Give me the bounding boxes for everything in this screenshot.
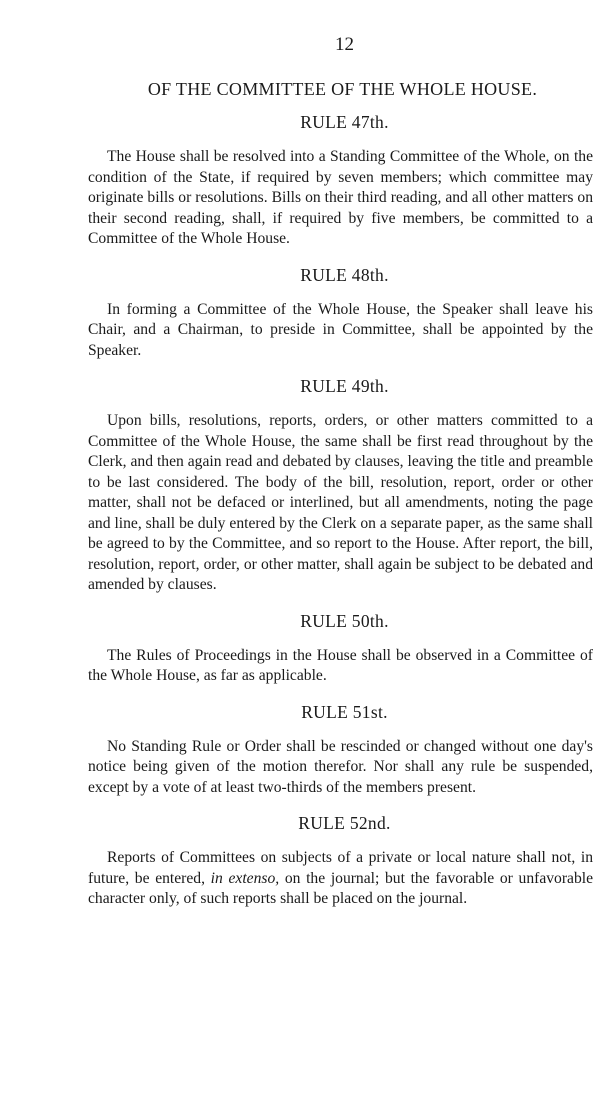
rule-text: No Standing Rule or Order shall be rescinded or changed without one day's notice being given of the motion therefor. Nor shall any rule be suspended, except by a vote of at least two-thirds of the members present. bbox=[88, 737, 593, 796]
rule-52 bbox=[88, 813, 593, 910]
rule-text bbox=[88, 848, 593, 910]
rule-heading: RULE 51st. bbox=[301, 701, 388, 722]
rule-47 bbox=[88, 112, 593, 250]
rule-heading: RULE 52nd. bbox=[298, 813, 391, 833]
rule-heading: RULE 48th. bbox=[300, 264, 389, 285]
rule-text: Upon bills, resolutions, reports, orders, or other matters committed to a Committee of the Whole House, the same shall be first read throughout by the Clerk, and then again read and debated by clauses, leaving the title and preamble to be last considered. The body of the bill, resolution, report, order or other matter, shall not be defaced or interlined, but all amendments, noting the page and line, shall be duly entered by the Clerk on a separate paper, as the same shall be agreed to by the Committee, and so report to the House. After report, the bill, resolution, report, order, or other matter, shall again be subject to be debated and amended by clauses. bbox=[88, 412, 593, 593]
rule-text-italic: in extenso, bbox=[210, 869, 280, 887]
rule-49 bbox=[88, 376, 593, 596]
rule-heading: RULE 50th. bbox=[300, 610, 389, 631]
section-title: OF THE COMMITTEE OF THE WHOLE HOUSE. bbox=[147, 79, 538, 99]
rule-51 bbox=[88, 702, 593, 799]
rule-48 bbox=[88, 265, 593, 362]
rule-text-part: on the journal; but the favorable or unfavorable character only, of such reports shall be placed on the journal. bbox=[88, 869, 594, 907]
page-number: 12 bbox=[335, 34, 354, 55]
rule-50 bbox=[88, 611, 593, 687]
rule-heading: RULE 49th. bbox=[300, 376, 389, 396]
rule-text: In forming a Committee of the Whole House, the Speaker shall leave his Chair, and a Chairman, to preside in Committee, shall be appointed by the Speaker. bbox=[88, 300, 593, 359]
rule-text: The House shall be resolved into a Standing Committee of the Whole, on the condition of the State, if required by seven members; which committee may originate bills or resolutions. Bills on their third reading, and all other matters on their second reading, shall, if required by five members, be committed to a Committee of the Whole House. bbox=[88, 148, 593, 247]
rule-heading: RULE 47th. bbox=[300, 112, 389, 132]
document-page bbox=[88, 34, 593, 925]
rule-text: The Rules of Proceedings in the House shall be observed in a Committee of the Whole House, as far as applicable. bbox=[88, 646, 593, 684]
rule-text-part: Reports of Committees on subjects of a private or local nature shall not, in future, be entered, bbox=[88, 849, 593, 887]
